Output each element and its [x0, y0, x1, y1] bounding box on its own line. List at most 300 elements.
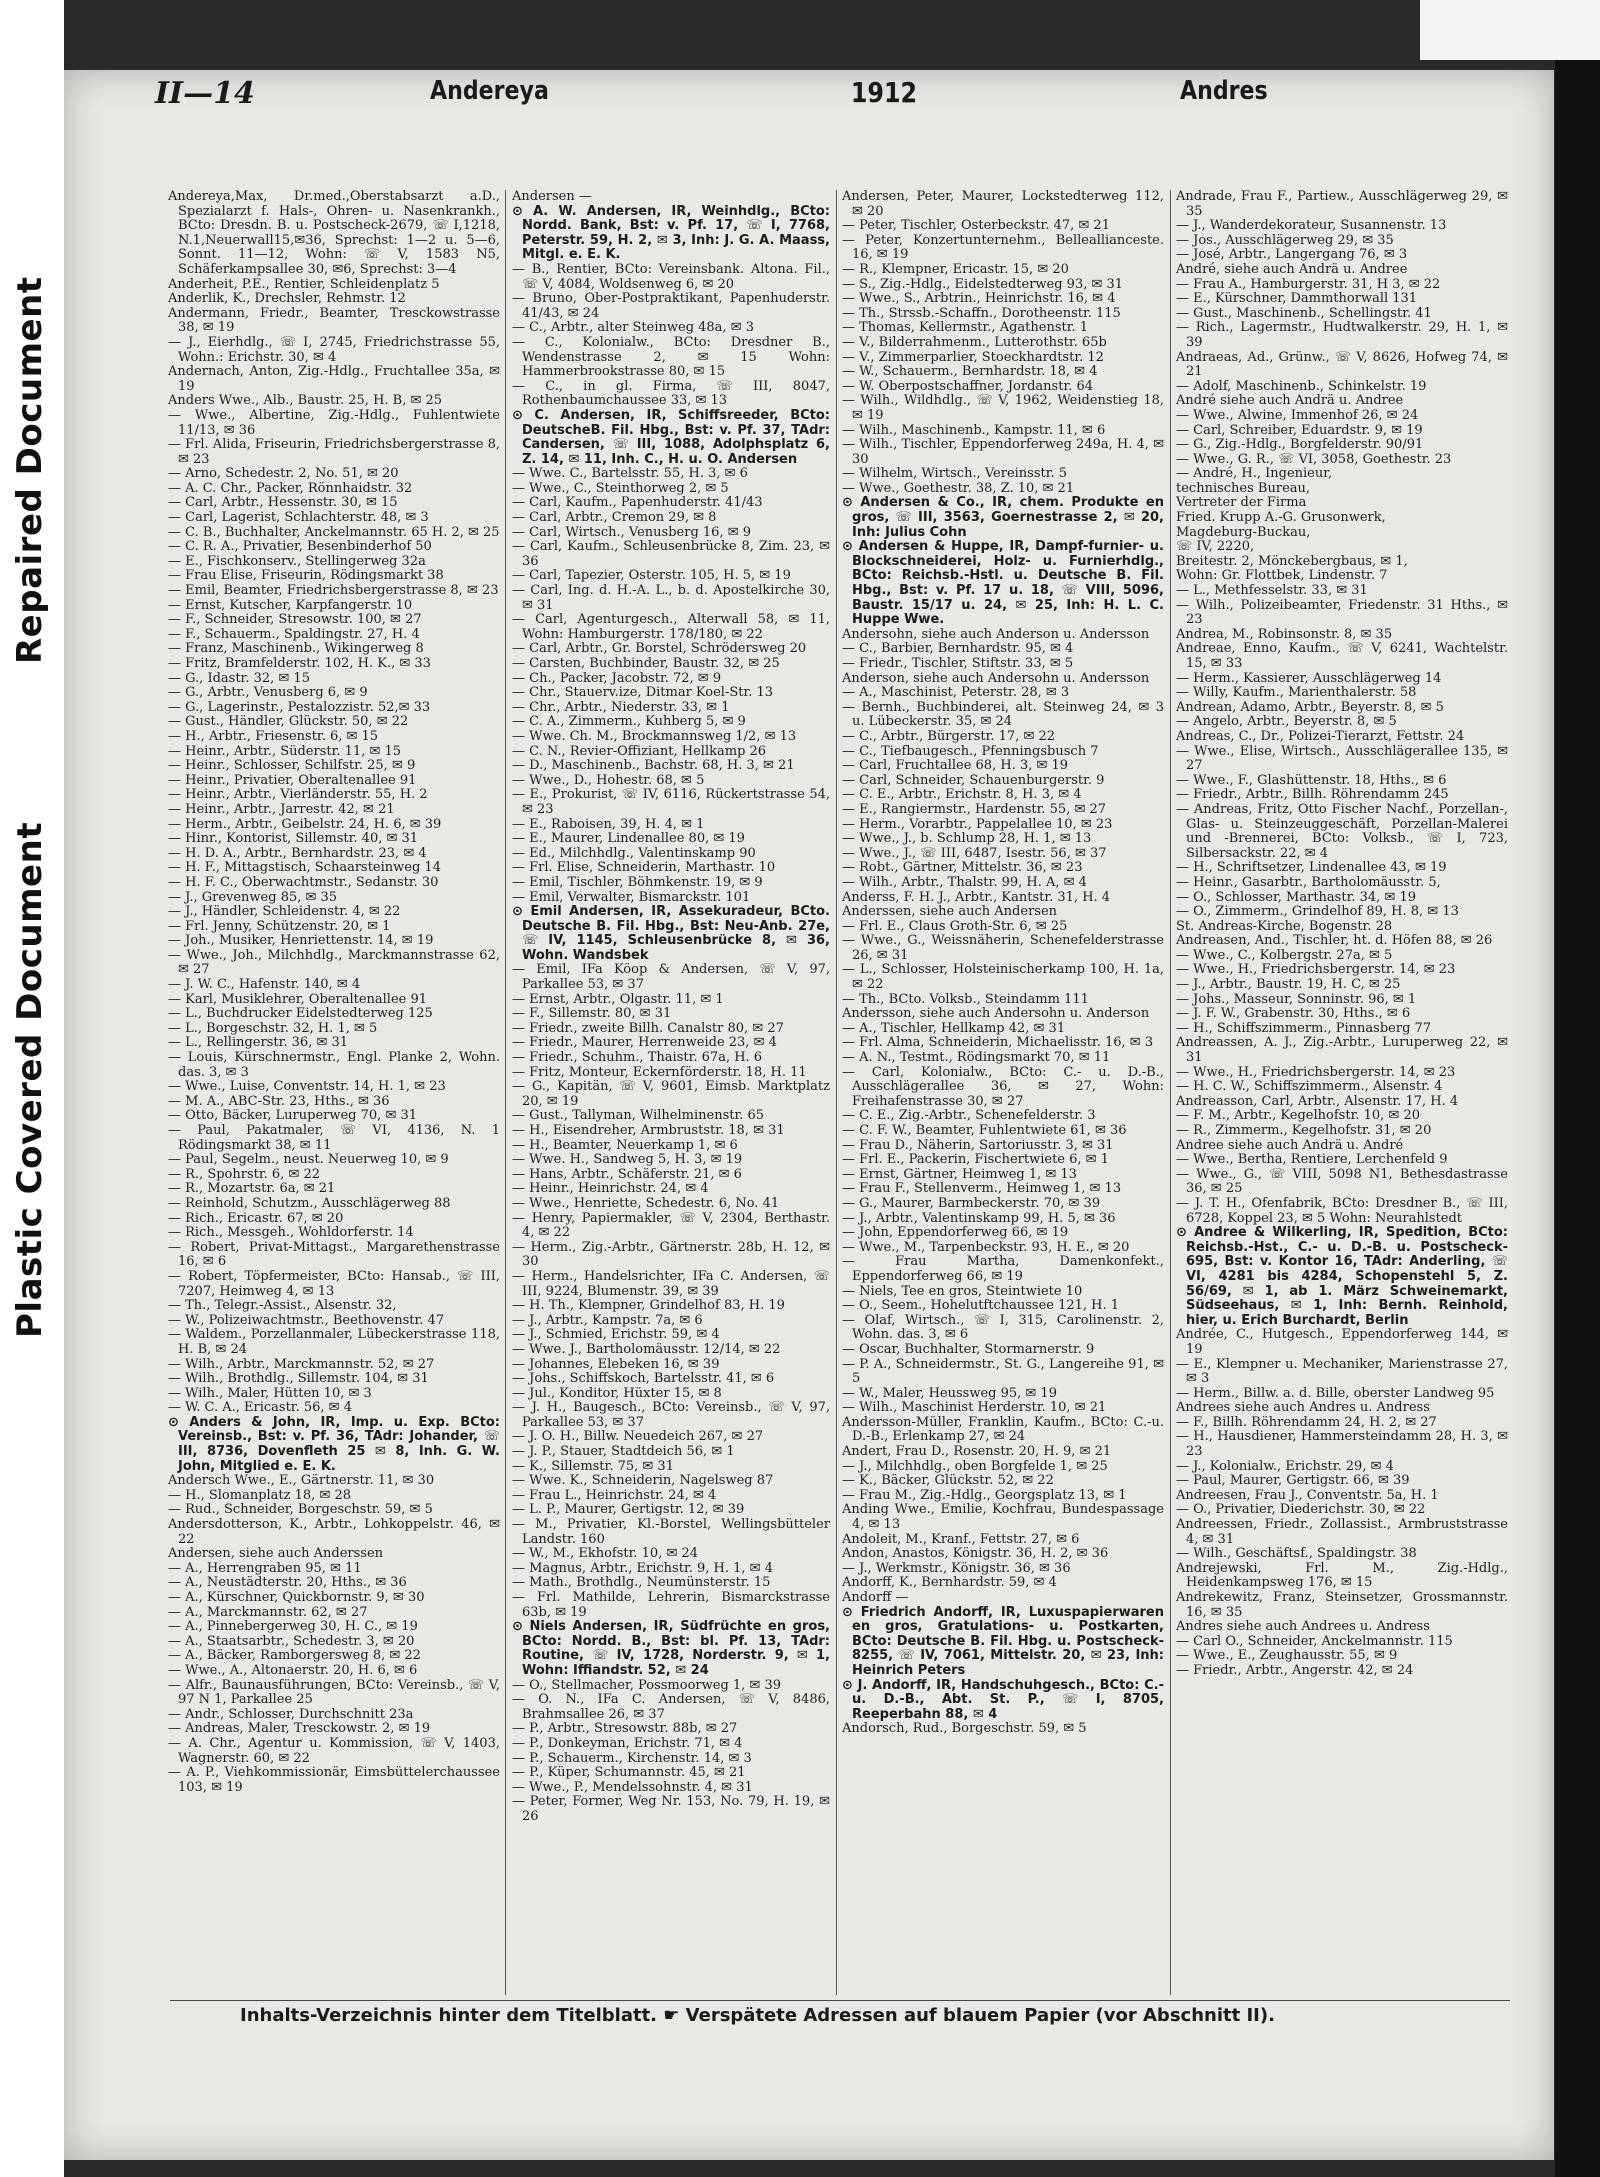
directory-entry: — Herm., Kassierer, Ausschlägerweg 14	[1176, 670, 1442, 686]
column-divider	[836, 190, 837, 1995]
directory-entry: — Wwe., Henriette, Schedestr. 6, No. 41	[512, 1195, 780, 1211]
page-number: II—14	[155, 76, 255, 111]
directory-entry: — Frl. E., Claus Groth-Str. 6, ✉ 25	[842, 918, 1068, 934]
directory-column-4	[1176, 190, 1508, 1995]
directory-entry: — Carl, Arbtr., Hessenstr. 30, ✉ 15	[168, 495, 398, 511]
directory-entry: — Peter, Konzertunternehm., Belleallianceste. 16, ✉ 19	[842, 232, 1164, 263]
directory-entry: — Herm., Zig.-Arbtr., Gärtnerstr. 28b, H. 12, ✉ 30	[512, 1239, 830, 1270]
directory-entry: — Bruno, Ober-Postpraktikant, Papenhuderstr. 41/43, ✉ 24	[512, 291, 830, 321]
directory-entry: Andersson, siehe auch Andersohn u. Anderson	[842, 1006, 1150, 1022]
directory-entry: Andert, Frau D., Rosenstr. 20, H. 9, ✉ 21	[842, 1444, 1112, 1460]
directory-entry: — Th., Telegr.-Assist., Alsenstr. 32,	[168, 1298, 397, 1314]
directory-entry: — Wwe., Luise, Conventstr. 14, H. 1, ✉ 23	[168, 1079, 446, 1095]
directory-entry: — K., Sillemstr. 75, ✉ 31	[512, 1458, 674, 1474]
directory-entry: — Ernst, Gärtner, Heimweg 1, ✉ 13	[842, 1166, 1077, 1182]
directory-entry: Andereya,Max, Dr.med.,Oberstabsarzt a.D., Spezialarzt f. Hals-, Ohren- u. Nasenkrankh., BCto: Dresdn. B. u. Postscheck-2679, ☏ I,1218, N.1,Neuerwall15,✉36, Sprechst: 1—2 u. 5—6, Sonnt. 11—12, Wohn: ☏ V, 1583 N5, Schäferkampsallee 30, ✉6, Sprechst: 3—4	[168, 190, 500, 277]
directory-entry: — André, H., Ingenieur,	[1176, 466, 1333, 482]
directory-entry: — M. A., ABC-Str. 23, Hths., ✉ 36	[168, 1093, 390, 1109]
directory-entry: Andermann, Friedr., Beamter, Tresckowstrasse 38, ✉ 19	[168, 305, 500, 336]
directory-entry: — G., Idastr. 32, ✉ 15	[168, 670, 310, 686]
directory-entry: — J. T. H., Ofenfabrik, BCto: Dresdner B., ☏ III, 6728, Koppel 23, ✉ 5 Wohn: Neurahlstedt	[1176, 1195, 1508, 1226]
directory-entry: — Frl. E., Packerin, Fischertwiete 6, ✉ 1	[842, 1152, 1109, 1168]
directory-entry: — J., Arbtr., Valentinskamp 99, H. 5, ✉ 36	[842, 1210, 1116, 1226]
directory-entry: — Wwe., G. R., ☏ VI, 3058, Goethestr. 23	[1176, 451, 1452, 467]
directory-entry: — Carsten, Buchbinder, Baustr. 32, ✉ 25	[512, 656, 780, 671]
directory-entry: ⊙ Friedrich Andorff, IR, Luxuspapierwaren en gros, Gratulations- u. Postkarten, BCto: Deutsche B. Fil. Hbg. u. Postscheck- 8255, ☏ IV, 7061, Mittelstr. 20, ✉ 23, Inh: Heinrich Peters	[842, 1604, 1164, 1678]
directory-entry: — L., Methfesselstr. 33, ✉ 31	[1176, 583, 1368, 599]
directory-entry: — L. P., Maurer, Gertigstr. 12, ✉ 39	[512, 1502, 745, 1518]
directory-entry: — John, Eppendorferweg 66, ✉ 19	[842, 1225, 1069, 1241]
directory-entry: — Ernst, Arbtr., Olgastr. 11, ✉ 1	[512, 991, 724, 1007]
directory-entry: — Th., Strssb.-Schaffn., Dorotheenstr. 115	[842, 305, 1121, 321]
directory-entry: — Friedr., Maurer, Herrenweide 23, ✉ 4	[512, 1035, 777, 1051]
directory-entry: — H., Eisendreher, Armbruststr. 18, ✉ 31	[512, 1123, 785, 1138]
directory-entry: — P., Donkeyman, Erichstr. 71, ✉ 4	[512, 1735, 743, 1751]
directory-entry: — Robert, Privat-Mittagst., Margarethenstrasse 16, ✉ 6	[168, 1239, 500, 1270]
directory-entry: — C., in gl. Firma, ☏ III, 8047, Rothenbaumchaussee 33, ✉ 13	[512, 378, 830, 409]
directory-entry: — Hans, Arbtr., Schäferstr. 21, ✉ 6	[512, 1166, 742, 1182]
directory-entry: Andrea, M., Robinsonstr. 8, ✉ 35	[1176, 626, 1393, 642]
directory-entry: — J., Arbtr., Baustr. 19, H. C, ✉ 25	[1176, 977, 1401, 993]
directory-entry: — Wwe., Albertine, Zig.-Hdlg., Fuhlentwiete 11/13, ✉ 36	[168, 407, 500, 438]
directory-entry: — E., Kürschner, Dammthorwall 131	[1176, 291, 1418, 307]
directory-entry: — Wilh., Arbtr., Thalstr. 99, H. A, ✉ 4	[842, 874, 1087, 890]
directory-entry: — Waldem., Porzellanmaler, Lübeckerstrasse 118, H. B, ✉ 24	[168, 1327, 500, 1357]
directory-entry: — Carl, Lagerist, Schlachterstr. 48, ✉ 3	[168, 510, 429, 526]
directory-entry: — Ernst, Kutscher, Karpfangerstr. 10	[168, 597, 413, 613]
directory-entry: — R., Spohrstr. 6, ✉ 22	[168, 1166, 321, 1182]
directory-entry: — P. A., Schneidermstr., St. G., Langereihe 91, ✉ 5	[842, 1356, 1164, 1387]
directory-entry: — Friedr., Arbtr., Angerstr. 42, ✉ 24	[1176, 1662, 1414, 1678]
directory-entry: — Fritz, Bramfelderstr. 102, H. K., ✉ 33	[168, 656, 431, 671]
directory-entry: — Frau Martha, Damenkonfekt., Eppendorferweg 66, ✉ 19	[842, 1254, 1164, 1284]
directory-entry: — Herm., Vorarbtr., Pappelallee 10, ✉ 23	[842, 816, 1113, 832]
directory-entry: — E., Klempner u. Mechaniker, Marienstrasse 27, ✉ 3	[1176, 1356, 1508, 1387]
directory-entry: — Wwe., H., Friedrichsbergerstr. 14, ✉ 23	[1176, 1064, 1456, 1080]
directory-entry: Andon, Anastos, Königstr. 36, H. 2, ✉ 36	[842, 1546, 1109, 1562]
directory-entry: Andernach, Anton, Zig.-Hdlg., Fruchtallee 35a, ✉ 19	[168, 364, 500, 394]
directory-entry: — Oscar, Buchhalter, Stormarnerstr. 9	[842, 1341, 1095, 1357]
directory-entry: — Willy, Kaufm., Marienthalerstr. 58	[1176, 685, 1417, 701]
directory-entry: — Wilh., Polizeibeamter, Friedenstr. 31 Hths., ✉ 23	[1176, 597, 1508, 628]
directory-entry: — Wwe. C., Bartelsstr. 55, H. 3, ✉ 6	[512, 466, 748, 482]
directory-entry: — José, Arbtr., Langergang 76, ✉ 3	[1176, 247, 1408, 263]
directory-entry: — E., Prokurist, ☏ IV, 6116, Rückertstrasse 54, ✉ 23	[512, 787, 830, 817]
directory-entry: St. Andreas-Kirche, Bogenstr. 28	[1176, 918, 1393, 934]
directory-entry: — A. N., Testmt., Rödingsmarkt 70, ✉ 11	[842, 1050, 1111, 1066]
directory-entry: — Robt., Gärtner, Mittelstr. 36, ✉ 23	[842, 860, 1083, 876]
directory-entry: — Peter, Former, Weg Nr. 153, No. 79, H. 19, ✉ 26	[512, 1794, 830, 1824]
directory-entry: Andrekewitz, Franz, Steinsetzer, Grossmannstr. 16, ✉ 35	[1176, 1590, 1508, 1620]
directory-entry: — Wwe., C., Kolbergstr. 27a, ✉ 5	[1176, 947, 1393, 963]
directory-entry: — A. C. Chr., Packer, Rönnhaidstr. 32	[168, 480, 413, 496]
directory-entry: — Rich., Messgeh., Wohldorferstr. 14	[168, 1225, 414, 1241]
directory-entry: — Bernh., Buchbinderei, alt. Steinweg 24, ✉ 3 u. Lübeckerstr. 35, ✉ 24	[842, 699, 1164, 730]
directory-entry: — Carl, Wirtsch., Venusberg 16, ✉ 9	[512, 524, 752, 540]
directory-entry: — J. P., Stauer, Stadtdeich 56, ✉ 1	[512, 1444, 735, 1460]
directory-entry: — J., Kolonialw., Erichstr. 29, ✉ 4	[1176, 1458, 1394, 1474]
directory-entry: — G., Zig.-Hdlg., Borgfelderstr. 90/91	[1176, 437, 1424, 453]
directory-entry: — Wwe., F., Glashüttenstr. 18, Hths., ✉ 6	[1176, 772, 1447, 788]
directory-entry: Andersen —	[512, 190, 592, 204]
directory-entry: — Angelo, Arbtr., Beyerstr. 8, ✉ 5	[1176, 714, 1397, 730]
directory-entry: — Heinr., Arbtr., Vierländerstr. 55, H. 2	[168, 787, 428, 803]
directory-entry: — B., Rentier, BCto: Vereinsbank. Altona. Fil., ☏ V, 4084, Woldsenweg 6, ✉ 20	[512, 261, 830, 292]
directory-entry: — H. D. A., Arbtr., Bernhardstr. 23, ✉ 4	[168, 845, 427, 861]
directory-entry: — H., Slomanplatz 18, ✉ 28	[168, 1487, 352, 1503]
directory-entry: — O. N., IFa C. Andersen, ☏ V, 8486, Brahmsallee 26, ✉ 37	[512, 1692, 830, 1722]
directory-entry: Andreassen, A. J., Zig.-Arbtr., Luruperweg 22, ✉ 31	[1176, 1035, 1508, 1066]
directory-entry: Andersch Wwe., E., Gärtnerstr. 11, ✉ 30	[168, 1473, 435, 1489]
directory-entry: — Emil, IFa Köop & Andersen, ☏ V, 97, Parkallee 53, ✉ 37	[512, 962, 830, 993]
directory-entry: — Hinr., Kontorist, Sillemstr. 40, ✉ 31	[168, 831, 419, 847]
directory-entry: ⊙ J. Andorff, IR, Handschuhgesch., BCto: C.- u. D.-B., Abt. St. P., ☏ I, 8705, Reeperbahn 88, ✉ 4	[842, 1677, 1164, 1722]
directory-entry: — Carl, Ing. d. H.-A. L., b. d. Apostelkirche 30, ✉ 31	[512, 583, 830, 613]
directory-entry: ⊙ Andersen & Huppe, IR, Dampf-furnier- u. Blockschneiderei, Holz- u. Furnierhdlg., BCto: Reichsb.-Hstl. u. Deutsche B. Fil. Hbg., Bst: v. Pf. 17 u. 18, ☏ VIII, 5096, Baustr. 15/17 u. 24, ✉ 25, Inh: H. L. C. Huppe Wwe.	[842, 539, 1164, 628]
directory-entry: — R., Mozartstr. 6a, ✉ 21	[168, 1181, 336, 1197]
directory-entry: Andorsch, Rud., Borgeschstr. 59, ✉ 5	[842, 1721, 1087, 1737]
directory-entry: Andersen, Peter, Maurer, Lockstedterweg 112, ✉ 20	[842, 190, 1164, 219]
directory-entry: Andrees siehe auch Andres u. Andress	[1176, 1400, 1430, 1416]
directory-entry: — Carl O., Schneider, Anckelmannstr. 115	[1176, 1633, 1453, 1649]
directory-entry: Andersdotterson, K., Arbtr., Lohkoppelstr. 46, ✉ 22	[168, 1517, 500, 1547]
directory-entry: ⊙ Niels Andersen, IR, Südfrüchte en gros, BCto: Nordd. B., Bst: bl. Pf. 13, TAdr: Routine, ☏ IV, 1728, Norderstr. 9, ✉ 1, Wohn: Iffiandstr. 52, ✉ 24	[512, 1619, 830, 1678]
column-divider	[505, 190, 506, 1995]
directory-entry: — J., Milchhdlg., oben Borgfelde 1, ✉ 25	[842, 1458, 1108, 1474]
directory-entry: Andrejewski, Frl. M., Zig.-Hdlg., Heidenkampsweg 176, ✉ 15	[1176, 1560, 1508, 1591]
directory-entry: — Wilh., Wildhdlg., ☏ V, 1962, Weidenstieg 18, ✉ 19	[842, 393, 1164, 423]
directory-entry: ⊙ Andersen & Co., IR, chem. Produkte en gros, ☏ III, 3563, Goernestrasse 2, ✉ 20, Inh: Julius Cohn	[842, 495, 1164, 540]
directory-entry: — Heinr., Heinrichstr. 24, ✉ 4	[512, 1181, 709, 1197]
directory-entry: — Wilh., Maschinenb., Kampstr. 11, ✉ 6	[842, 422, 1106, 438]
directory-entry: — Wwe., Elise, Wirtsch., Ausschlägerallee 135, ✉ 27	[1176, 743, 1508, 774]
directory-entry: — C. F. W., Beamter, Fuhlentwiete 61, ✉ 36	[842, 1123, 1127, 1138]
directory-entry: Anderlik, K., Drechsler, Rehmstr. 12	[168, 291, 406, 307]
directory-entry: — Joh., Musiker, Henriettenstr. 14, ✉ 19	[168, 933, 434, 949]
directory-entry: — Wilh., Maler, Hütten 10, ✉ 3	[168, 1385, 372, 1401]
directory-entry: — Friedr., zweite Billh. Canalstr 80, ✉ 27	[512, 1020, 784, 1036]
directory-entry: — W. C. A., Ericastr. 56, ✉ 4	[168, 1400, 352, 1416]
directory-entry: — Frau L., Heinrichstr. 24, ✉ 4	[512, 1487, 717, 1503]
directory-entry: — A., Maschinist, Peterstr. 28, ✉ 3	[842, 685, 1070, 701]
directory-entry: — Johannes, Elebeken 16, ✉ 39	[512, 1356, 720, 1372]
directory-entry: — Wwe. H., Sandweg 5, H. 3, ✉ 19	[512, 1152, 743, 1168]
directory-entry: — J. F. W., Grabenstr. 30, Hths., ✉ 6	[1176, 1006, 1411, 1022]
directory-entry: — P., Küper, Schumannstr. 45, ✉ 21	[512, 1765, 746, 1781]
directory-entry: — E., Raboisen, 39, H. 4, ✉ 1	[512, 816, 705, 832]
directory-entry: — A., Herrengraben 95, ✉ 11	[168, 1560, 362, 1576]
directory-entry: — E., Maurer, Lindenallee 80, ✉ 19	[512, 831, 745, 847]
directory-entry: — A., Kürschner, Quickbornstr. 9, ✉ 30	[168, 1590, 425, 1605]
directory-entry: Andreasen, And., Tischler, ht. d. Höfen 88, ✉ 26	[1176, 933, 1493, 949]
directory-entry: — W., Schauerm., Bernhardstr. 18, ✉ 4	[842, 364, 1098, 380]
directory-entry: — C. A., Zimmerm., Kuhberg 5, ✉ 9	[512, 714, 746, 730]
directory-entry: — J., Händler, Schleidenstr. 4, ✉ 22	[168, 904, 401, 920]
directory-entry: — Carl, Arbtr., Gr. Borstel, Schrödersweg 20	[512, 641, 807, 657]
directory-entry: — Carl, Kaufm., Schleusenbrücke 8, Zim. 23, ✉ 36	[512, 539, 830, 569]
directory-entry: — C. E., Zig.-Arbtr., Schenefelderstr. 3	[842, 1108, 1096, 1124]
directory-entry: — Fritz, Monteur, Eckernförderstr. 18, H. 11	[512, 1064, 807, 1080]
directory-entry: — Th., BCto. Volksb., Steindamm 111	[842, 991, 1089, 1007]
directory-entry: — J., Wanderdekorateur, Susannenstr. 13	[1176, 218, 1447, 234]
directory-entry: — Heinr., Gasarbtr., Bartholomäusstr. 5,	[1176, 874, 1441, 890]
header-right-word: Andres	[1180, 76, 1268, 106]
directory-entry: — M., Privatier, Kl.-Borstel, Wellingsbütteler Landstr. 160	[512, 1517, 830, 1547]
directory-entry: Andorff —	[842, 1590, 909, 1605]
directory-entry: — Carl, Tapezier, Osterstr. 105, H. 5, ✉ 19	[512, 568, 791, 584]
directory-entry: — D., Maschinenb., Bachstr. 68, H. 3, ✉ 21	[512, 758, 795, 774]
directory-entry: — O., Zimmerm., Grindelhof 89, H. 8, ✉ 13	[1176, 904, 1459, 920]
directory-entry: — J., Grevenweg 85, ✉ 35	[168, 889, 338, 905]
directory-entry: Andreessen, Friedr., Zollassist., Armbruststrasse 4, ✉ 31	[1176, 1517, 1508, 1547]
directory-entry: Andres siehe auch Andrees u. Andress	[1176, 1619, 1430, 1635]
directory-entry: — H., Schriftsetzer, Lindenallee 43, ✉ 19	[1176, 860, 1447, 876]
directory-entry: — A., Pinnebergerweg 30, H. C., ✉ 19	[168, 1619, 418, 1635]
directory-entry: — Wwe., C., Steinthorweg 2, ✉ 5	[512, 480, 729, 496]
directory-entry: — Herm., Billw. a. d. Bille, oberster Landweg 95	[1176, 1385, 1495, 1401]
directory-entry: — G., Arbtr., Venusberg 6, ✉ 9	[168, 685, 368, 701]
directory-entry: — Gust., Maschinenb., Schellingstr. 41	[1176, 305, 1432, 321]
directory-entry: — A., Tischler, Hellkamp 42, ✉ 31	[842, 1020, 1066, 1036]
directory-entry: — Carl, Arbtr., Cremon 29, ✉ 8	[512, 510, 717, 526]
directory-entry: — H., Schiffszimmerm., Pinnasberg 77	[1176, 1020, 1432, 1036]
directory-entry: — Emil, Tischler, Böhmkenstr. 19, ✉ 9	[512, 874, 763, 890]
directory-entry: — Reinhold, Schutzm., Ausschlägerweg 88	[168, 1195, 451, 1211]
directory-entry: Fried. Krupp A.-G. Grusonwerk,	[1176, 510, 1386, 526]
directory-entry: — Wwe., Joh., Milchhdlg., Marckmannstrasse 62, ✉ 27	[168, 947, 500, 978]
directory-entry: — Wilh., Tischler, Eppendorferweg 249a, H. 4, ✉ 30	[842, 437, 1164, 467]
directory-entry: Andorff, K., Bernhardstr. 59, ✉ 4	[842, 1575, 1057, 1591]
directory-entry: Andreae, Enno, Kaufm., ☏ V, 6241, Wachtelstr. 15, ✉ 33	[1176, 641, 1508, 671]
directory-entry: — R., Zimmerm., Kegelhofstr. 31, ✉ 20	[1176, 1123, 1432, 1138]
directory-entry: Andersson-Müller, Franklin, Kaufm., BCto: C.-u. D.-B., Erlenkamp 27, ✉ 24	[842, 1414, 1164, 1445]
directory-entry: Anderssen, siehe auch Andersen	[842, 904, 1058, 920]
directory-entry: — Louis, Kürschnermstr., Engl. Planke 2, Wohn. das. 3, ✉ 3	[168, 1050, 500, 1080]
directory-entry: — Wilhelm, Wirtsch., Vereinsstr. 5	[842, 466, 1068, 482]
directory-entry: — Wwe., Bertha, Rentiere, Lerchenfeld 9	[1176, 1152, 1448, 1168]
directory-entry: — Franz, Maschinenb., Wikingerweg 8	[168, 641, 424, 657]
directory-entry: — A. P., Viehkommissionär, Eimsbüttelerchaussee 103, ✉ 19	[168, 1765, 500, 1795]
directory-entry: — G., Lagerinstr., Pestalozzistr. 52,✉ 33	[168, 699, 431, 715]
directory-entry: — Heinr., Arbtr., Süderstr. 11, ✉ 15	[168, 743, 402, 759]
directory-entry: — Wwe. Ch. M., Brockmannsweg 1/2, ✉ 13	[512, 728, 797, 744]
directory-entry: — Wwe., H., Friedrichsbergerstr. 14, ✉ 23	[1176, 962, 1456, 978]
header-year: 1912	[850, 76, 918, 109]
directory-entry: — Olaf, Wirtsch., ☏ I, 315, Carolinenstr. 2, Wohn. das. 3, ✉ 6	[842, 1312, 1164, 1343]
directory-entry: — C., Kolonialw., BCto: Dresdner B., Wendenstrasse 2, ✉ 15 Wohn: Hammerbrookstrasse 80, ✉ 15	[512, 334, 830, 380]
directory-entry: — Friedr., Schuhm., Thaistr. 67a, H. 6	[512, 1050, 763, 1066]
directory-entry: — Carl, Schreiber, Eduardstr. 9, ✉ 19	[1176, 422, 1423, 438]
corner-background	[1420, 0, 1600, 60]
directory-entry: — Rich., Ericastr. 67, ✉ 20	[168, 1210, 344, 1226]
directory-entry: — J. H., Baugesch., BCto: Vereinsb., ☏ V, 97, Parkallee 53, ✉ 37	[512, 1400, 830, 1430]
directory-entry: — Wwe., Goethestr. 38, Z. 10, ✉ 21	[842, 480, 1075, 496]
right-dark-edge	[1555, 60, 1600, 2177]
directory-entry: — Heinr., Arbtr., Jarrestr. 42, ✉ 21	[168, 801, 395, 817]
directory-entry: — Carl, Kolonialw., BCto: C.- u. D.-B., Ausschlägerallee 36, ✉ 27, Wohn: Freihafenstrasse 30, ✉ 27	[842, 1064, 1164, 1109]
directory-entry: — Rud., Schneider, Borgeschstr. 59, ✉ 5	[168, 1502, 433, 1518]
directory-entry: ⊙ Emil Andersen, IR, Assekuradeur, BCto. Deutsche B. Fil. Hbg., Bst: Neu-Anb. 27e, ☏ IV, 1145, Schleusenbrücke 8, ✉ 36, Wohn. Wandsbek	[512, 904, 830, 963]
directory-entry: Anding Wwe., Emilie, Kochfrau, Bundespassage 4, ✉ 13	[842, 1502, 1164, 1533]
directory-entry: — K., Bäcker, Glückstr. 52, ✉ 22	[842, 1473, 1054, 1489]
directory-entry: — H., Hausdiener, Hammersteindamm 28, H. 3, ✉ 23	[1176, 1429, 1508, 1460]
directory-entry: Anderss, F. H. J., Arbtr., Kantstr. 31, H. 4	[842, 889, 1111, 905]
directory-entry: — H., Beamter, Neuerkamp 1, ✉ 6	[512, 1137, 738, 1153]
directory-entry: — Wilh., Brothdlg., Sillemstr. 104, ✉ 31	[168, 1371, 429, 1387]
directory-entry: — J., Arbtr., Kampstr. 7a, ✉ 6	[512, 1312, 703, 1328]
directory-entry: Andraeas, Ad., Grünw., ☏ V, 8626, Hofweg 74, ✉ 21	[1176, 349, 1508, 380]
plastic-covered-document-label: Plastic Covered Document	[10, 821, 50, 1339]
directory-entry: — C. N., Revier-Offiziant, Hellkamp 26	[512, 743, 767, 759]
directory-entry: — Andreas, Maler, Tresckowstr. 2, ✉ 19	[168, 1721, 431, 1737]
directory-entry: — S., Zig.-Hdlg., Eidelstedterweg 93, ✉ 31	[842, 276, 1124, 292]
directory-entry: — G., Maurer, Barmbeckerstr. 70, ✉ 39	[842, 1195, 1101, 1211]
directory-entry: — Gust., Händler, Glückstr. 50, ✉ 22	[168, 714, 409, 730]
directory-entry: — Jos., Ausschlägerweg 29, ✉ 35	[1176, 232, 1394, 248]
directory-entry: — C., Barbier, Bernhardstr. 95, ✉ 4	[842, 641, 1074, 657]
directory-entry: — E., Rangiermstr., Hardenstr. 55, ✉ 27	[842, 801, 1107, 817]
directory-entry: — Wwe., G., ☏ VIII, 5098 N1, Bethesdastrasse 36, ✉ 25	[1176, 1166, 1508, 1197]
directory-entry: — C. R. A., Privatier, Besenbinderhof 50	[168, 539, 432, 555]
footer-rule	[170, 2000, 1510, 2001]
directory-entry: — Alfr., Baunausführungen, BCto: Vereinsb., ☏ V, 97 N 1, Parkallee 25	[168, 1677, 500, 1708]
directory-entry: — Andreas, Fritz, Otto Fischer Nachf., Porzellan-, Glas- u. Steinzeuggeschäft, Porzellan-Malerei und -Brennerei, BCto: Volksb., ☏ I, 723, Silbersackstr. 22, ✉ 4	[1176, 801, 1508, 861]
directory-entry: — Frau D., Näherin, Sartoriusstr. 3, ✉ 31	[842, 1137, 1114, 1153]
directory-entry: — Wwe., D., Hohestr. 68, ✉ 5	[512, 772, 705, 788]
directory-entry: — V., Zimmerparlier, Stoeckhardtstr. 12	[842, 349, 1104, 365]
directory-entry: — Frau Elise, Friseurin, Rödingsmarkt 38	[168, 568, 444, 584]
directory-entry: — H., Arbtr., Friesenstr. 6, ✉ 15	[168, 728, 379, 744]
directory-column-3	[842, 190, 1164, 1995]
directory-entry: — J., Werkmstr., Königstr. 36, ✉ 36	[842, 1560, 1071, 1576]
directory-entry: Andoleit, M., Kranf., Fettstr. 27, ✉ 6	[842, 1531, 1080, 1547]
directory-entry: — Paul, Segelm., neust. Neuerweg 10, ✉ 9	[168, 1152, 449, 1168]
directory-entry: — Frl. Mathilde, Lehrerin, Bismarckstrasse 63b, ✉ 19	[512, 1590, 830, 1620]
directory-entry: — F. M., Arbtr., Kegelhofstr. 10, ✉ 20	[1176, 1108, 1420, 1124]
directory-entry: Breitestr. 2, Mönckebergbaus, ✉ 1,	[1176, 553, 1408, 569]
directory-entry: — J. O. H., Billw. Neuedeich 267, ✉ 27	[512, 1429, 764, 1445]
directory-entry: — Frl. Alma, Schneiderin, Michaelisstr. 16, ✉ 3	[842, 1035, 1154, 1051]
directory-entry: — L., Rellingerstr. 36, ✉ 31	[168, 1035, 349, 1051]
directory-entry: Vertreter der Firma	[1176, 495, 1307, 511]
directory-entry: — O., Schlosser, Marthastr. 34, ✉ 19	[1176, 889, 1416, 905]
directory-entry: — F., Schauerm., Spaldingstr. 27, H. 4	[168, 626, 420, 642]
directory-entry: — Carl, Fruchtallee 68, H. 3, ✉ 19	[842, 758, 1069, 774]
directory-entry: — Paul, Pakatmaler, ☏ VI, 4136, N. 1 Rödingsmarkt 38, ✉ 11	[168, 1123, 500, 1153]
directory-entry: — Henry, Papiermakler, ☏ V, 2304, Berthastr. 4, ✉ 22	[512, 1210, 830, 1241]
directory-entry: — V., Bilderrahmenm., Lutterothstr. 65b	[842, 334, 1107, 350]
directory-entry: — L., Schlosser, Holsteinischerkamp 100, H. 1a, ✉ 22	[842, 962, 1164, 993]
directory-entry: ☏ IV, 2220,	[1176, 539, 1255, 555]
directory-entry: — J., Schmied, Erichstr. 59, ✉ 4	[512, 1327, 720, 1343]
directory-column-2	[512, 190, 830, 1995]
directory-entry: — O., Seem., Hohelutftchaussee 121, H. 1	[842, 1298, 1120, 1314]
directory-entry: ⊙ C. Andersen, IR, Schiffsreeder, BCto: DeutscheB. Fil. Hbg., Bst: v. Pf. 37, TAdr: Candersen, ☏ III, 1088, Adolphsplatz 6, Z. 14, ✉ 11, Inh. C., H. u. O. Andersen	[512, 407, 830, 467]
directory-entry: technisches Bureau,	[1176, 480, 1311, 496]
directory-entry: — H. F. C., Oberwachtmstr., Sedanstr. 30	[168, 874, 439, 890]
directory-entry: — Wwe., J., ☏ III, 6487, Isestr. 56, ✉ 37	[842, 845, 1107, 861]
directory-entry: — W., Maler, Heussweg 95, ✉ 19	[842, 1385, 1057, 1401]
directory-entry: — O., Privatier, Diederichstr. 30, ✉ 22	[1176, 1502, 1426, 1518]
directory-entry: — A., Marckmannstr. 62, ✉ 27	[168, 1604, 368, 1620]
directory-entry: — A. Chr., Agentur u. Kommission, ☏ V, 1403, Wagnerstr. 60, ✉ 22	[168, 1735, 500, 1766]
directory-entry: — W. Oberpostschaffner, Jordanstr. 64	[842, 378, 1094, 394]
directory-entry: Wohn: Gr. Flottbek, Lindenstr. 7	[1176, 568, 1388, 584]
directory-entry: — C., Arbtr., alter Steinweg 48a, ✉ 3	[512, 320, 754, 336]
directory-entry: — Jul., Konditor, Hüxter 15, ✉ 8	[512, 1385, 722, 1401]
directory-entry: — Paul, Maurer, Gertigstr. 66, ✉ 39	[1176, 1473, 1410, 1489]
directory-entry: — C. B., Buchhalter, Anckelmannstr. 65 H. 2, ✉ 25	[168, 524, 500, 540]
column-divider	[1170, 190, 1171, 1995]
directory-entry: — Frau F., Stellenverm., Heimweg 1, ✉ 13	[842, 1181, 1122, 1197]
directory-entry: — Frau M., Zig.-Hdlg., Georgsplatz 13, ✉ 1	[842, 1487, 1127, 1503]
directory-entry: Anderheit, P.E., Rentier, Schleidenplatz 5	[168, 276, 440, 292]
directory-entry: — Carl, Kaufm., Papenhuderstr. 41/43	[512, 495, 763, 511]
directory-entry: Magdeburg-Buckau,	[1176, 524, 1311, 540]
directory-entry: — R., Klempner, Ericastr. 15, ✉ 20	[842, 261, 1069, 277]
directory-entry: — Wilh., Maschinist Herderstr. 10, ✉ 21	[842, 1400, 1107, 1416]
directory-entry: — Carl, Schneider, Schauenburgerstr. 9	[842, 772, 1105, 788]
directory-entry: Anders Wwe., Alb., Baustr. 25, H. B, ✉ 25	[168, 393, 443, 409]
directory-entry: — C. E., Arbtr., Erichstr. 8, H. 3, ✉ 4	[842, 787, 1082, 803]
directory-entry: — C., Arbtr., Bürgerstr. 17, ✉ 22	[842, 728, 1056, 744]
directory-entry: — Ed., Milchhdlg., Valentinskamp 90	[512, 845, 756, 861]
directory-entry: — Emil, Beamter, Friedrichsbergerstrasse 8, ✉ 23	[168, 583, 499, 599]
directory-entry: Andrée, C., Hutgesch., Eppendorferweg 144, ✉ 19	[1176, 1327, 1508, 1357]
directory-entry: — H. C. W., Schiffszimmerm., Alsenstr. 4	[1176, 1079, 1443, 1095]
directory-entry: — Emil, Verwalter, Bismarckstr. 101	[512, 889, 751, 905]
directory-entry: — Arno, Schedestr. 2, No. 51, ✉ 20	[168, 466, 399, 482]
directory-entry: — L., Borgeschstr. 32, H. 1, ✉ 5	[168, 1020, 378, 1036]
directory-entry: — Niels, Tee en gros, Steintwiete 10	[842, 1283, 1083, 1299]
directory-entry: — Robert, Töpfermeister, BCto: Hansab., ☏ III, 7207, Heimweg 4, ✉ 13	[168, 1268, 500, 1299]
directory-entry: — Wwe. J., Bartholomäusstr. 12/14, ✉ 22	[512, 1341, 781, 1357]
directory-entry: — Frl. Elise, Schneiderin, Marthastr. 10	[512, 860, 776, 876]
directory-entry: — Chr., Stauerv.ize, Ditmar Koel-Str. 13	[512, 685, 774, 701]
directory-entry: — Carl, Agenturgesch., Alterwall 58, ✉ 11, Wohn: Hamburgerstr. 178/180, ✉ 22	[512, 612, 830, 642]
directory-entry: — Thomas, Kellermstr., Agathenstr. 1	[842, 320, 1089, 336]
directory-entry: — Wwe., P., Mendelssohnstr. 4, ✉ 31	[512, 1779, 753, 1795]
directory-entry: — Wwe., Alwine, Immenhof 26, ✉ 24	[1176, 407, 1419, 423]
directory-entry: Andersen, siehe auch Anderssen	[168, 1546, 384, 1562]
directory-entry: — J. W. C., Hafenstr. 140, ✉ 4	[168, 977, 361, 993]
header-left-word: Andereya	[430, 76, 549, 106]
directory-entry: André, siehe auch Andrä u. Andree	[1176, 261, 1408, 277]
left-label-strip	[0, 0, 60, 2177]
directory-entry: Andreesen, Frau J., Conventstr. 5a, H. 1	[1176, 1487, 1439, 1503]
directory-entry: — F., Schneider, Stresowstr. 100, ✉ 27	[168, 612, 422, 628]
directory-entry: — Wilh., Arbtr., Marckmannstr. 52, ✉ 27	[168, 1356, 435, 1372]
directory-entry: ⊙ Anders & John, IR, Imp. u. Exp. BCto: Vereinsb., Bst: v. Pf. 36, TAdr: Johander, ☏ III, 8736, Dovenfleth 25 ✉ 8, Inh. G. W. John, Mitglied e. E. K.	[168, 1414, 500, 1474]
directory-entry: — Frau A., Hamburgerstr. 31, H 3, ✉ 22	[1176, 276, 1441, 292]
directory-entry: — L., Buchdrucker Eidelstedterweg 125	[168, 1006, 433, 1022]
page-footer: Inhalts-Verzeichnis hinter dem Titelblatt. ☛ Verspätete Adressen auf blauem Papier (vor Abschnitt II).	[240, 2005, 1275, 2026]
directory-entry: — Otto, Bäcker, Luruperweg 70, ✉ 31	[168, 1108, 418, 1124]
directory-entry: Andreas, C., Dr., Polizei-Tierarzt, Fettstr. 24	[1176, 728, 1465, 744]
directory-entry: — Rich., Lagermstr., Hudtwalkerstr. 29, H. 1, ✉ 39	[1176, 320, 1508, 350]
directory-entry: — Frl. Jenny, Schützenstr. 20, ✉ 1	[168, 918, 391, 934]
directory-entry: — W., M., Ekhofstr. 10, ✉ 24	[512, 1546, 699, 1562]
directory-entry: — J., Eierhdlg., ☏ I, 2745, Friedrichstrasse 55, Wohn.: Erichstr. 30, ✉ 4	[168, 334, 500, 365]
directory-entry: Andree siehe auch Andrä u. André	[1176, 1137, 1404, 1153]
directory-entry: — H. Th., Klempner, Grindelhof 83, H. 19	[512, 1298, 785, 1314]
directory-entry: — Ch., Packer, Jacobstr. 72, ✉ 9	[512, 670, 722, 686]
directory-entry: Anderson, siehe auch Andersohn u. Andersson	[842, 670, 1150, 686]
directory-entry: — Friedr., Arbtr., Billh. Röhrendamm 245	[1176, 787, 1449, 803]
directory-entry: — O., Stellmacher, Possmoorweg 1, ✉ 39	[512, 1677, 782, 1693]
repaired-document-label: Repaired Document	[10, 276, 50, 664]
directory-entry: — E., Fischkonserv., Stellingerweg 32a	[168, 553, 426, 569]
